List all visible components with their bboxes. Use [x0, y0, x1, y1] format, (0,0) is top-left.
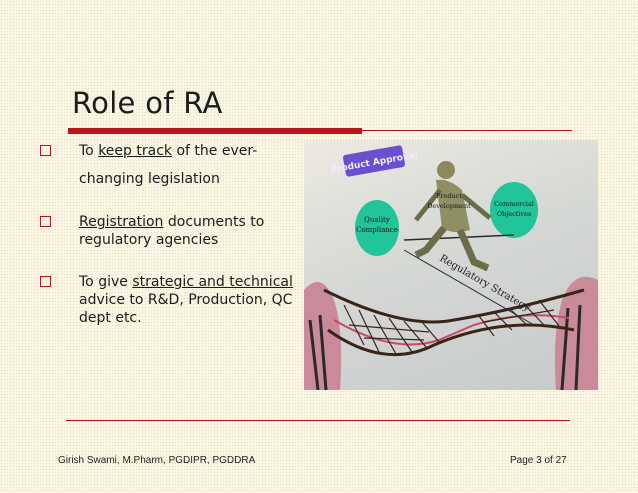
square-bullet-icon [40, 145, 51, 156]
footer-author: Girish Swami, M.Pharm, PGDIPR, PGDDRA [58, 455, 256, 466]
title-underline-thin [362, 130, 572, 131]
title-underline-thick [68, 128, 362, 134]
bullet-3-line-2: advice to R&D, Production, QC [79, 292, 293, 308]
banner-label: Product Approval [329, 150, 419, 176]
bullet-2-text-a: documents to [163, 214, 265, 230]
bullet-3-text-a: To give [79, 274, 133, 290]
quality-label-1: Quality [364, 216, 390, 224]
bullet-3-keyword: strategic and technical [132, 274, 293, 290]
bullet-1-text-b: of the ever- [172, 143, 258, 159]
bullet-1-line-1 [79, 143, 257, 160]
product-label-2: Development [427, 202, 471, 210]
slide-title: Role of RA [72, 86, 223, 120]
bullet-2-keyword: Registration [79, 214, 164, 230]
regulatory-strategy-illustration [304, 140, 598, 390]
bridge-rope-bottom [328, 325, 574, 355]
bullet-2-line-1 [79, 214, 264, 231]
quality-label-2: Compliance [356, 226, 398, 234]
footer-rule [66, 420, 570, 421]
footer-page-number: Page 3 of 27 [510, 455, 567, 466]
bullet-3-line-3: dept etc. [79, 310, 142, 326]
commercial-label-2: Objectives [496, 210, 532, 218]
square-bullet-icon [40, 216, 51, 227]
bullet-1-line-2: changing legislation [79, 171, 220, 187]
tightrope-walker-figure [416, 161, 490, 268]
bullet-2-line-2: regulatory agencies [79, 232, 219, 248]
bullet-1-text-a: To [79, 143, 99, 159]
regulatory-strategy-label: Regulatory Strategy [437, 253, 532, 314]
bullet-3-line-1 [79, 274, 293, 291]
product-approval-banner [330, 145, 419, 177]
bullet-1-keyword: keep track [98, 143, 173, 159]
commercial-label-1: Commercial [494, 200, 534, 208]
square-bullet-icon [40, 276, 51, 287]
tightrope-line [404, 250, 534, 325]
product-label-1: Product [436, 192, 462, 200]
